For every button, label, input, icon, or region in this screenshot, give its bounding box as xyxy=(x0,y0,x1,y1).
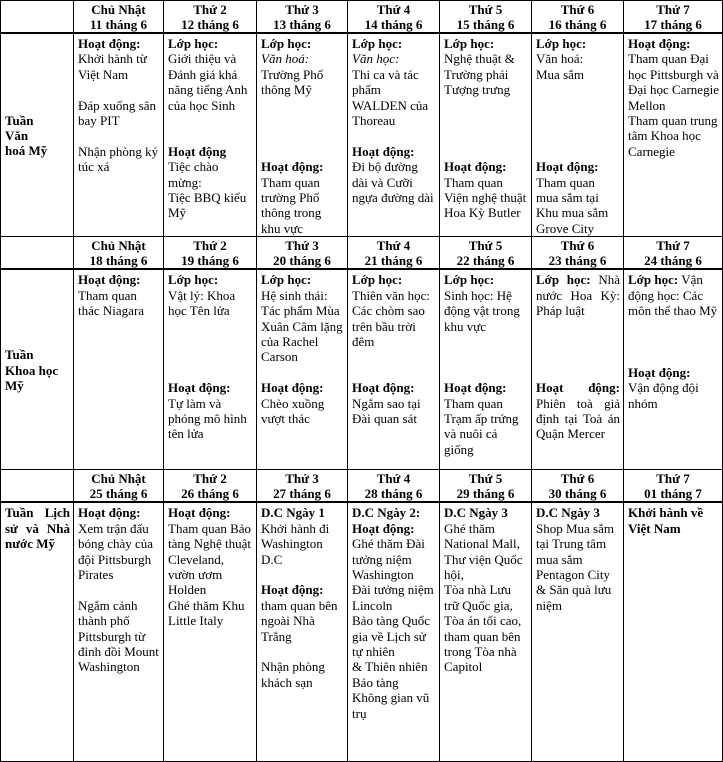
day-header xyxy=(532,470,624,503)
cell-line xyxy=(168,128,253,143)
bold-text: Hoạt động: xyxy=(261,159,324,175)
text: Thiên văn học: Các chòm sao trên bầu trời đêm xyxy=(352,287,430,349)
bold-text: Lớp học: xyxy=(168,36,219,51)
cell-line xyxy=(536,82,620,97)
cell-line xyxy=(78,128,160,143)
text: Giới thiệu và Đánh giá khả năng tiếng Anh của học Sinh xyxy=(168,51,248,113)
cell-line xyxy=(352,159,436,205)
cell-line xyxy=(628,349,719,364)
italic-text: Văn học: xyxy=(352,51,400,67)
day-name: Thứ 3 xyxy=(285,2,319,17)
day-name: Thứ 2 xyxy=(193,2,227,17)
cell-line xyxy=(78,505,160,520)
day-cell xyxy=(257,269,348,470)
day-cell xyxy=(164,33,257,237)
day-name: Chủ Nhật xyxy=(91,471,146,487)
cell-line xyxy=(261,144,344,159)
cell-line xyxy=(628,51,719,113)
day-cell xyxy=(348,502,440,762)
text: Phiên toà giả định tại Toà án Quận Mercer xyxy=(536,395,620,442)
cell-line xyxy=(536,159,620,174)
day-name: Chủ Nhật xyxy=(91,238,146,254)
corner-cell xyxy=(1,1,74,34)
text: Xem trận đấu bóng chày của đội Pittsburgh Pirates xyxy=(78,520,154,582)
corner-cell xyxy=(1,237,74,270)
text: Nhận phòng khách sạn xyxy=(261,659,325,690)
bold-text: Lớp học: xyxy=(261,36,312,51)
day-date: 11 tháng 6 xyxy=(89,17,148,32)
text: Tiệc chào mừng: xyxy=(168,159,219,190)
cell-line xyxy=(78,36,160,51)
cell-line xyxy=(78,272,160,287)
cell-line xyxy=(536,51,620,66)
day-header xyxy=(532,1,624,34)
day-name: Thứ 5 xyxy=(468,238,503,254)
cell-line xyxy=(444,396,528,458)
text: Đi bộ đường dài và Cưỡi ngựa đường dài xyxy=(352,159,434,206)
day-name: Thứ 6 xyxy=(560,2,595,17)
day-header xyxy=(164,470,257,503)
text: Tham quan Viện nghệ thuật Hoa Kỳ Butler xyxy=(444,174,527,221)
bold-text: Hoạt động xyxy=(168,143,227,159)
week-label-line: Tuần Lịch sử và Nhà nước Mỹ xyxy=(5,505,70,552)
day-header xyxy=(348,237,440,270)
week-label-line: Tuần xyxy=(5,112,34,128)
cell-line xyxy=(536,365,620,380)
cell-line xyxy=(261,272,344,287)
text: Hệ sinh thái: Tác phẩm Mùa Xuân Câm lặng của Rachel Carson xyxy=(261,287,343,365)
text: Tham quan trường Phổ thông trong khu vực xyxy=(261,174,322,236)
day-name: Thứ 3 xyxy=(285,471,319,487)
day-date: 26 tháng 6 xyxy=(181,486,239,502)
text: Ghé thăm Đài tưởng niệm Washington xyxy=(352,536,425,582)
day-header xyxy=(440,237,532,270)
cell-line xyxy=(628,365,719,380)
day-header xyxy=(624,237,723,270)
bold-text: Lớp học: xyxy=(352,272,403,288)
cell-line xyxy=(444,380,528,395)
day-cell xyxy=(164,502,257,762)
bold-text: Hoạt động: xyxy=(628,364,691,380)
text: Bảo tàng Quốc gia về Lịch sử tự nhiên xyxy=(352,613,430,659)
day-cell xyxy=(624,502,723,762)
text: Nhận phòng ký túc xá xyxy=(78,143,159,175)
day-name: Thứ 5 xyxy=(468,471,503,487)
italic-text: Văn hoá: xyxy=(261,51,310,67)
day-cell xyxy=(348,33,440,237)
day-header xyxy=(440,470,532,503)
cell-line xyxy=(352,349,436,364)
text: Tiệc BBQ kiểu Mỹ xyxy=(168,190,247,221)
cell-line xyxy=(352,36,436,51)
text: Khởi hành từ Việt Nam xyxy=(78,51,147,82)
cell-line xyxy=(628,505,719,536)
cell-line xyxy=(352,128,436,143)
corner-cell xyxy=(1,470,74,503)
text: Vật lý: Khoa học Tên lửa xyxy=(168,287,236,319)
cell-line xyxy=(444,505,528,520)
cell-line xyxy=(261,51,344,66)
bold-text: Hoạt động: xyxy=(78,272,141,288)
day-date: 20 tháng 6 xyxy=(273,253,331,269)
day-header xyxy=(74,237,164,270)
cell-line xyxy=(628,272,719,318)
cell-line xyxy=(444,334,528,349)
day-header xyxy=(257,237,348,270)
cell-line xyxy=(536,334,620,349)
day-cell xyxy=(440,33,532,237)
cell-line xyxy=(444,288,528,334)
cell-line xyxy=(78,598,160,675)
cell-line xyxy=(444,51,528,97)
text: Tham quan thác Niagara xyxy=(78,287,145,319)
text: Khởi hành đi Washington D.C xyxy=(261,520,330,567)
bold-text: Khởi hành về Việt Nam xyxy=(628,505,704,536)
day-cell xyxy=(440,502,532,762)
day-header xyxy=(74,1,164,34)
bold-text: D.C Ngày 3 xyxy=(444,505,508,521)
cell-line xyxy=(536,67,620,82)
bold-text: Lớp học: xyxy=(444,272,495,288)
cell-line xyxy=(536,396,620,442)
cell-line xyxy=(261,380,344,395)
text: Vận động học: Các môn thể thao Mỹ xyxy=(628,272,718,319)
cell-line xyxy=(352,144,436,159)
text: Tòa nhà Lưu trữ Quốc gia, Tòa án tối cao, tham quan bên trong Tòa nhà Capitol xyxy=(444,582,522,675)
cell-line xyxy=(536,144,620,159)
cell-line xyxy=(261,365,344,380)
bold-text: Lớp học: xyxy=(444,36,495,51)
bold-text: Hoạt động: xyxy=(352,520,415,536)
day-cell xyxy=(164,269,257,470)
bold-text: Hoạt động: xyxy=(78,36,141,51)
cell-line xyxy=(444,272,528,287)
bold-text: Lớp học: xyxy=(536,36,587,51)
cell-line xyxy=(168,288,253,319)
day-date: 21 tháng 6 xyxy=(364,253,423,269)
cell-line xyxy=(78,582,160,597)
day-cell xyxy=(532,269,624,470)
day-date: 29 tháng 6 xyxy=(456,486,515,502)
cell-line xyxy=(628,380,719,411)
cell-line xyxy=(444,349,528,364)
cell-line xyxy=(168,144,253,159)
text: Nhà nước Hoa Kỳ: Pháp luật xyxy=(536,272,620,319)
bold-text: Hoạt động: xyxy=(444,159,507,175)
cell-line xyxy=(536,113,620,128)
cell-line xyxy=(168,365,253,380)
text: Ngắm cảnh thành phố Pittsburgh từ đỉnh đồi Mount Washington xyxy=(78,597,159,675)
cell-line xyxy=(168,319,253,334)
cell-line xyxy=(168,334,253,349)
day-cell xyxy=(440,269,532,470)
day-header xyxy=(257,1,348,34)
cell-line xyxy=(628,319,719,334)
text: Tham quan mua sắm tại Khu mua sắm Grove City xyxy=(536,174,609,236)
text: Tham quan Đại học Pittsburgh và Đại học Carnegie Mellon xyxy=(628,51,719,113)
cell-line xyxy=(444,128,528,143)
text: Văn hoá: xyxy=(536,51,584,67)
cell-line xyxy=(78,521,160,583)
bold-text: Hoạt động: xyxy=(261,380,324,396)
cell-line xyxy=(261,113,344,128)
day-name: Thứ 6 xyxy=(560,238,595,254)
day-date: 28 tháng 6 xyxy=(364,486,423,502)
day-date: 27 tháng 6 xyxy=(273,486,331,502)
day-name: Chủ Nhật xyxy=(91,2,146,17)
cell-line xyxy=(352,659,436,721)
day-name: Thứ 7 xyxy=(656,2,690,17)
cell-line xyxy=(168,190,253,221)
day-cell xyxy=(257,502,348,762)
week-label-line: hoá Mỹ xyxy=(5,143,48,159)
day-header xyxy=(440,1,532,34)
text: Đài tưởng niệm Lincoln xyxy=(352,582,434,613)
cell-line xyxy=(261,159,344,174)
day-cell xyxy=(532,502,624,762)
day-name: Thứ 7 xyxy=(656,238,690,254)
cell-line xyxy=(261,288,344,365)
cell-line xyxy=(261,521,344,567)
text: Nghệ thuật & Trường phái Tượng trưng xyxy=(444,51,515,98)
cell-line xyxy=(261,659,344,690)
cell-line xyxy=(444,36,528,51)
cell-line xyxy=(168,36,253,51)
cell-line xyxy=(444,144,528,159)
bold-text: Lớp học: xyxy=(536,272,591,288)
day-name: Thứ 7 xyxy=(656,471,690,487)
day-cell xyxy=(624,33,723,237)
schedule-body xyxy=(1,1,723,762)
cell-line xyxy=(168,272,253,287)
week-label xyxy=(1,33,74,237)
cell-line xyxy=(444,175,528,221)
text: Ghé thăm Khu Little Italy xyxy=(168,597,245,629)
cell-line xyxy=(536,349,620,364)
cell-line xyxy=(352,396,436,427)
text: Vận động đội nhóm xyxy=(628,380,699,411)
bold-text: D.C Ngày 3 xyxy=(536,505,600,521)
cell-line xyxy=(168,598,253,629)
cell-line xyxy=(168,51,253,113)
cell-line xyxy=(536,319,620,334)
day-header xyxy=(348,1,440,34)
text: Thi ca và tác phẩm WALDEN của Thoreau xyxy=(352,66,429,129)
day-date: 16 tháng 6 xyxy=(548,17,607,32)
cell-line xyxy=(261,98,344,113)
cell-line xyxy=(78,98,160,129)
day-date: 15 tháng 6 xyxy=(456,17,515,32)
cell-line xyxy=(536,380,620,395)
text: Mua sắm xyxy=(536,66,585,82)
cell-line xyxy=(78,144,160,175)
text: Shop Mua sắm tại Trung tâm mua sắm Pentagon City & Săn quà lưu niệm xyxy=(536,520,614,613)
day-cell xyxy=(348,269,440,470)
cell-line xyxy=(168,113,253,128)
cell-line xyxy=(628,113,719,159)
cell-line xyxy=(261,67,344,98)
cell-line xyxy=(536,98,620,113)
day-name: Thứ 3 xyxy=(285,238,319,254)
cell-line xyxy=(168,521,253,598)
week-label xyxy=(1,269,74,470)
cell-line xyxy=(444,521,528,583)
text: tham quan bên ngoài Nhà Trắng xyxy=(261,597,338,644)
cell-line xyxy=(536,521,620,613)
day-header xyxy=(348,470,440,503)
day-date: 14 tháng 6 xyxy=(364,17,423,32)
cell-line xyxy=(444,98,528,113)
week-label-line: Mỹ xyxy=(5,377,24,393)
day-header xyxy=(532,237,624,270)
bold-text: Hoạt động: xyxy=(352,380,415,396)
day-header xyxy=(624,470,723,503)
day-date: 13 tháng 6 xyxy=(273,17,331,32)
cell-line xyxy=(628,334,719,349)
text: Ngắm sao tại Đài quan sát xyxy=(352,395,421,426)
bold-text: D.C Ngày 2: xyxy=(352,505,421,521)
day-cell xyxy=(257,33,348,237)
cell-line xyxy=(536,505,620,520)
cell-line xyxy=(168,349,253,364)
cell-line xyxy=(536,272,620,318)
cell-line xyxy=(352,521,436,536)
cell-line xyxy=(78,288,160,319)
cell-line xyxy=(261,567,344,582)
cell-line xyxy=(628,36,719,51)
day-name: Thứ 2 xyxy=(193,471,227,487)
bold-text: Hoạt động: xyxy=(444,380,507,396)
day-name: Thứ 5 xyxy=(468,2,503,17)
week-label-line: Văn xyxy=(5,127,29,143)
text: Tham quan Trạm ấp trứng và nuôi cá giống xyxy=(444,395,519,457)
bold-text: Lớp học: xyxy=(261,272,312,288)
day-header xyxy=(257,470,348,503)
text: & Thiên nhiên Bảo tàng Không gian vũ trụ xyxy=(352,659,430,721)
cell-line xyxy=(168,505,253,520)
text: Tự làm và phóng mô hình tên lửa xyxy=(168,395,247,442)
cell-line xyxy=(261,36,344,51)
day-cell xyxy=(74,33,164,237)
bold-text: Hoạt động: xyxy=(628,36,691,51)
cell-line xyxy=(352,288,436,350)
day-header xyxy=(74,470,164,503)
day-date: 01 tháng 7 xyxy=(644,486,702,502)
day-date: 19 tháng 6 xyxy=(181,253,239,269)
bold-text: Lớp học: xyxy=(628,272,679,288)
cell-line xyxy=(444,113,528,128)
cell-line xyxy=(261,128,344,143)
bold-text: Lớp học: xyxy=(168,272,219,288)
bold-text: Lớp học: xyxy=(352,36,403,51)
day-cell xyxy=(74,269,164,470)
cell-line xyxy=(352,582,436,613)
cell-line xyxy=(352,613,436,659)
day-date: 18 tháng 6 xyxy=(89,253,148,269)
day-date: 22 tháng 6 xyxy=(456,253,515,269)
cell-line xyxy=(352,380,436,395)
cell-line xyxy=(261,396,344,427)
cell-line xyxy=(261,175,344,237)
cell-line xyxy=(78,82,160,97)
day-header xyxy=(624,1,723,34)
text: Trường Phổ thông Mỹ xyxy=(261,66,324,98)
bold-text: Hoạt động: xyxy=(168,505,231,521)
cell-line xyxy=(352,67,436,129)
text: Sinh học: Hệ động vật trong khu vực xyxy=(444,287,520,334)
text: Đáp xuống sân bay PIT xyxy=(78,97,156,129)
cell-line xyxy=(444,159,528,174)
day-name: Thứ 4 xyxy=(376,238,411,254)
day-date: 12 tháng 6 xyxy=(181,17,239,32)
cell-line xyxy=(444,582,528,674)
cell-line xyxy=(352,51,436,66)
day-name: Thứ 6 xyxy=(560,471,595,487)
day-name: Thứ 4 xyxy=(376,2,411,17)
day-cell xyxy=(74,502,164,762)
bold-text: Hoạt động: xyxy=(536,380,620,396)
text: Tham quan trung tâm Khoa học Carnegie xyxy=(628,113,718,159)
cell-line xyxy=(536,36,620,51)
cell-line xyxy=(261,644,344,659)
day-name: Thứ 2 xyxy=(193,238,227,254)
day-cell xyxy=(532,33,624,237)
text: Chèo xuồng vượt thác xyxy=(261,395,325,426)
day-date: 25 tháng 6 xyxy=(89,486,148,502)
cell-line xyxy=(168,396,253,442)
cell-line xyxy=(168,159,253,190)
cell-line xyxy=(168,380,253,395)
cell-line xyxy=(536,175,620,237)
cell-line xyxy=(444,365,528,380)
cell-line xyxy=(261,505,344,520)
week-label-line: Khoa học xyxy=(5,362,59,378)
bold-text: Hoạt động: xyxy=(352,143,415,159)
bold-text: D.C Ngày 1 xyxy=(261,505,325,521)
cell-line xyxy=(536,128,620,143)
week-label xyxy=(1,502,74,762)
cell-line xyxy=(261,582,344,597)
day-header xyxy=(164,1,257,34)
bold-text: Hoạt động: xyxy=(261,582,324,598)
day-header xyxy=(164,237,257,270)
bold-text: Hoạt động: xyxy=(78,505,141,521)
day-cell xyxy=(624,269,723,470)
day-date: 30 tháng 6 xyxy=(548,486,607,502)
cell-line xyxy=(261,598,344,644)
cell-line xyxy=(352,365,436,380)
cell-line xyxy=(78,51,160,82)
week-label-line: Tuần xyxy=(5,347,34,363)
text: Ghé thăm National Mall, Thư viện Quốc hội, xyxy=(444,520,523,582)
text: Tham quan Bảo tàng Nghệ thuật Cleveland, vườn ươm Holden xyxy=(168,520,252,598)
bold-text: Hoạt động: xyxy=(168,380,231,396)
day-date: 17 tháng 6 xyxy=(644,17,702,32)
day-name: Thứ 4 xyxy=(376,471,411,487)
bold-text: Hoạt động: xyxy=(536,159,599,175)
cell-line xyxy=(352,272,436,287)
day-date: 23 tháng 6 xyxy=(548,253,607,269)
cell-line xyxy=(352,536,436,582)
day-date: 24 tháng 6 xyxy=(644,253,702,269)
cell-line xyxy=(352,505,436,520)
